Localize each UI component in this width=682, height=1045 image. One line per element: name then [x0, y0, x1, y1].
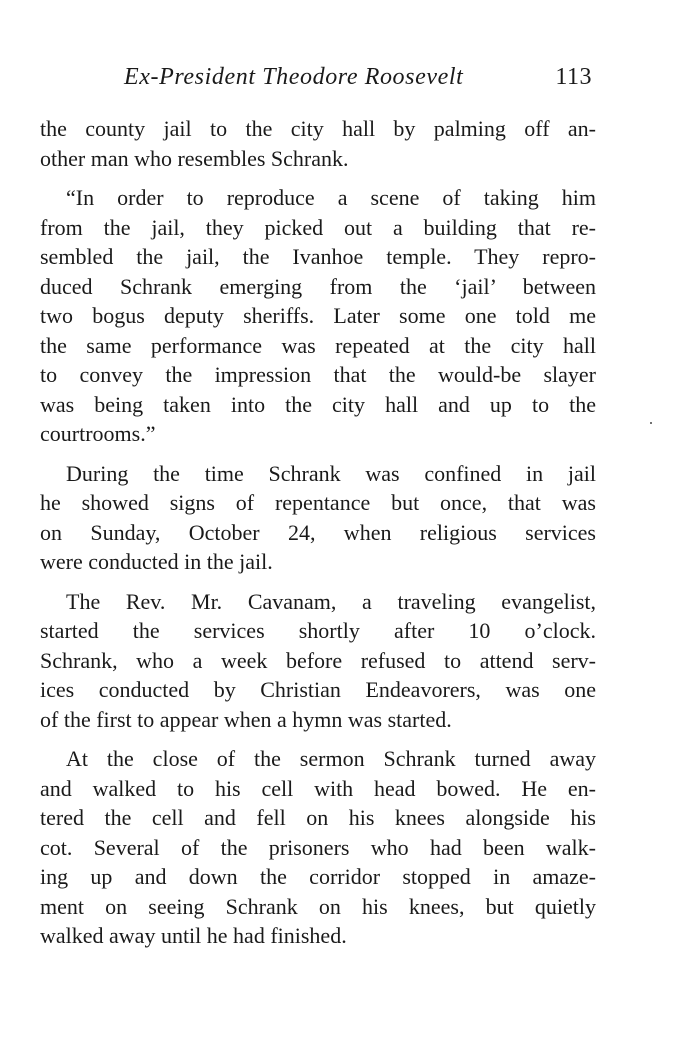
paragraph-4 [40, 587, 596, 735]
text-line: of the first to appear when a hymn was started. [40, 706, 452, 732]
text-line: tered the cell and fell on his knees alongside his [40, 805, 596, 830]
text-line: the county jail to the city hall by palming off an- [40, 116, 596, 141]
paragraph-2 [40, 183, 596, 449]
text-line: he showed signs of repentance but once, that was [40, 490, 596, 515]
text-line: to convey the impression that the would-be slayer [40, 362, 596, 387]
text-line: ices conducted by Christian Endeavorers, was one [40, 677, 596, 702]
text-line: sembled the jail, the Ivanhoe temple. They repro- [40, 244, 596, 269]
text-line: walked away until he had finished. [40, 923, 347, 948]
text-line: At the close of the sermon Schrank turned away [66, 746, 596, 771]
text-line: During the time Schrank was confined in jail [66, 460, 596, 486]
margin-speck [650, 422, 652, 424]
running-title: Ex-President Theodore Roosevelt [124, 64, 464, 90]
text-line: from the jail, they picked out a building that re- [40, 214, 596, 240]
page-number: 113 [555, 64, 592, 90]
text-line: started the services shortly after 10 o’clock. [40, 618, 596, 643]
text-line: other man who resembles Schrank. [40, 145, 349, 171]
text-line: cot. Several of the prisoners who had been walk- [40, 834, 596, 860]
text-line: two bogus deputy sheriffs. Later some one told me [40, 303, 596, 328]
paragraph-1 [40, 114, 596, 173]
text-line: courtrooms.” [40, 421, 156, 446]
text-line: Schrank, who a week before refused to attend serv- [40, 647, 596, 673]
body-text [40, 114, 596, 961]
text-line: were conducted in the jail. [40, 549, 273, 574]
text-line: and walked to his cell with head bowed. He en- [40, 775, 596, 801]
text-line: ing up and down the corridor stopped in amaze- [40, 864, 596, 889]
text-line: ment on seeing Schrank on his knees, but quietly [40, 893, 596, 919]
text-line: on Sunday, October 24, when religious services [40, 519, 596, 545]
text-line: “In order to reproduce a scene of taking him [66, 185, 596, 210]
text-line: The Rev. Mr. Cavanam, a traveling evangelist, [66, 588, 596, 614]
running-head [40, 64, 596, 96]
paragraph-5 [40, 744, 596, 951]
paragraph-3 [40, 459, 596, 577]
text-line: duced Schrank emerging from the ‘jail’ between [40, 273, 596, 299]
text-line: the same performance was repeated at the city hall [40, 332, 596, 358]
text-line: was being taken into the city hall and up to the [40, 391, 596, 417]
